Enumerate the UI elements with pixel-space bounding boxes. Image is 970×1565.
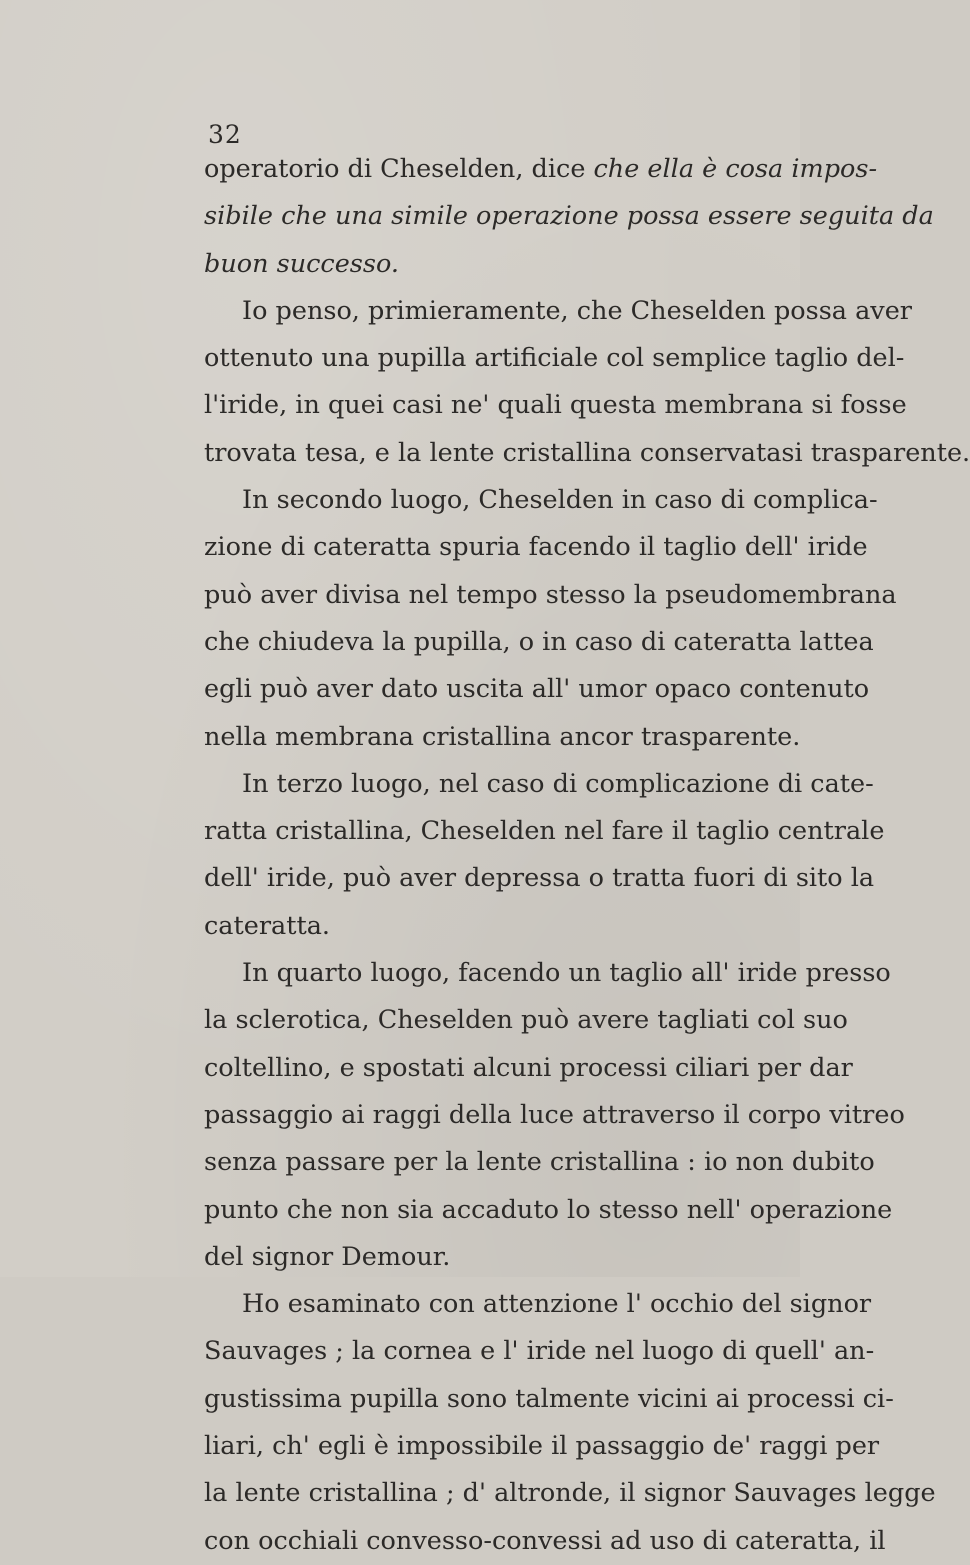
text-line bbox=[204, 1328, 875, 1375]
text-line bbox=[204, 241, 756, 288]
text-segment: l'iride, in quei casi ne' quali questa membrana si fosse bbox=[204, 390, 907, 421]
text-segment: zione di cateratta spuria facendo il taglio dell' iride bbox=[204, 532, 868, 563]
text-line bbox=[204, 477, 878, 524]
text-segment: che chiudeva la pupilla, o in caso di cateratta lattea bbox=[204, 626, 874, 657]
text-segment: dell' iride, può aver depressa o tratta fuori di sito la bbox=[204, 863, 875, 894]
body-text bbox=[204, 146, 970, 1565]
text-line bbox=[204, 1423, 880, 1470]
text-line bbox=[204, 193, 934, 240]
text-segment: In secondo luogo, Cheselden in caso di complica- bbox=[242, 485, 878, 516]
text-segment: la sclerotica, Cheselden può avere tagliati col suo bbox=[204, 1005, 848, 1036]
text-line bbox=[204, 1470, 936, 1517]
text-segment: con occhiali convesso-convessi ad uso di cateratta, il bbox=[204, 1525, 886, 1556]
text-segment: può aver divisa nel tempo stesso la pseudomembrana bbox=[204, 579, 897, 610]
text-line bbox=[204, 146, 878, 193]
text-segment: senza passare per la lente cristallina : io non dubito bbox=[204, 1147, 875, 1178]
text-segment: Io penso, primieramente, che Cheselden possa aver bbox=[242, 295, 912, 326]
text-line bbox=[204, 288, 912, 335]
text-line bbox=[204, 1376, 894, 1423]
text-line bbox=[204, 666, 870, 713]
text-line bbox=[204, 714, 801, 761]
text-segment: Sauvages ; la cornea e l' iride nel luogo di quell' an- bbox=[204, 1336, 875, 1367]
italic-text-segment: buon successo. bbox=[204, 248, 399, 279]
text-line bbox=[204, 1139, 875, 1186]
text-segment: egli può aver dato uscita all' umor opaco contenuto bbox=[204, 674, 870, 705]
text-line bbox=[204, 855, 875, 902]
text-line bbox=[204, 1092, 905, 1139]
page-number: 32 bbox=[208, 120, 242, 149]
text-line bbox=[204, 1045, 853, 1092]
text-line bbox=[204, 572, 897, 619]
text-line bbox=[204, 808, 885, 855]
text-line bbox=[204, 1281, 872, 1328]
text-line bbox=[204, 382, 907, 429]
italic-text-segment: sibile che una simile operazione possa essere seguita da bbox=[204, 201, 934, 232]
text-line bbox=[204, 1234, 756, 1281]
text-segment: trovata tesa, e la lente cristallina conservatasi trasparente. bbox=[204, 437, 970, 468]
text-line bbox=[204, 619, 874, 666]
text-line bbox=[204, 524, 868, 571]
text-segment: passaggio ai raggi della luce attraverso il corpo vitreo bbox=[204, 1099, 905, 1130]
text-segment: del signor Demour. bbox=[204, 1241, 451, 1272]
text-segment: gustissima pupilla sono talmente vicini ai processi ci- bbox=[204, 1383, 894, 1414]
text-segment: Ho esaminato con attenzione l' occhio del signor bbox=[242, 1289, 872, 1320]
text-line bbox=[204, 903, 756, 950]
text-segment: la lente cristallina ; d' altronde, il signor Sauvages legge bbox=[204, 1478, 936, 1509]
text-segment: cateratta. bbox=[204, 910, 331, 941]
text-line bbox=[204, 950, 891, 997]
text-segment: liari, ch' egli è impossibile il passaggio de' raggi per bbox=[204, 1431, 880, 1462]
text-segment: In quarto luogo, facendo un taglio all' iride presso bbox=[242, 958, 891, 989]
text-segment: punto che non sia accaduto lo stesso nell' operazione bbox=[204, 1194, 893, 1225]
italic-text-segment: che ella è cosa impos- bbox=[593, 154, 878, 184]
text-line bbox=[204, 335, 905, 382]
text-segment: In terzo luogo, nel caso di complicazione di cate- bbox=[242, 768, 874, 799]
text-line bbox=[204, 761, 874, 808]
text-line bbox=[204, 430, 970, 477]
text-line bbox=[204, 1187, 893, 1234]
text-line bbox=[204, 1518, 886, 1565]
text-segment: operatorio di Cheselden, dice bbox=[204, 154, 594, 184]
text-segment: ratta cristallina, Cheselden nel fare il taglio centrale bbox=[204, 816, 885, 847]
text-line bbox=[204, 997, 848, 1044]
text-segment: nella membrana cristallina ancor trasparente. bbox=[204, 721, 801, 752]
text-segment: coltellino, e spostati alcuni processi ciliari per dar bbox=[204, 1052, 853, 1083]
text-segment: ottenuto una pupilla artificiale col semplice taglio del- bbox=[204, 343, 905, 374]
